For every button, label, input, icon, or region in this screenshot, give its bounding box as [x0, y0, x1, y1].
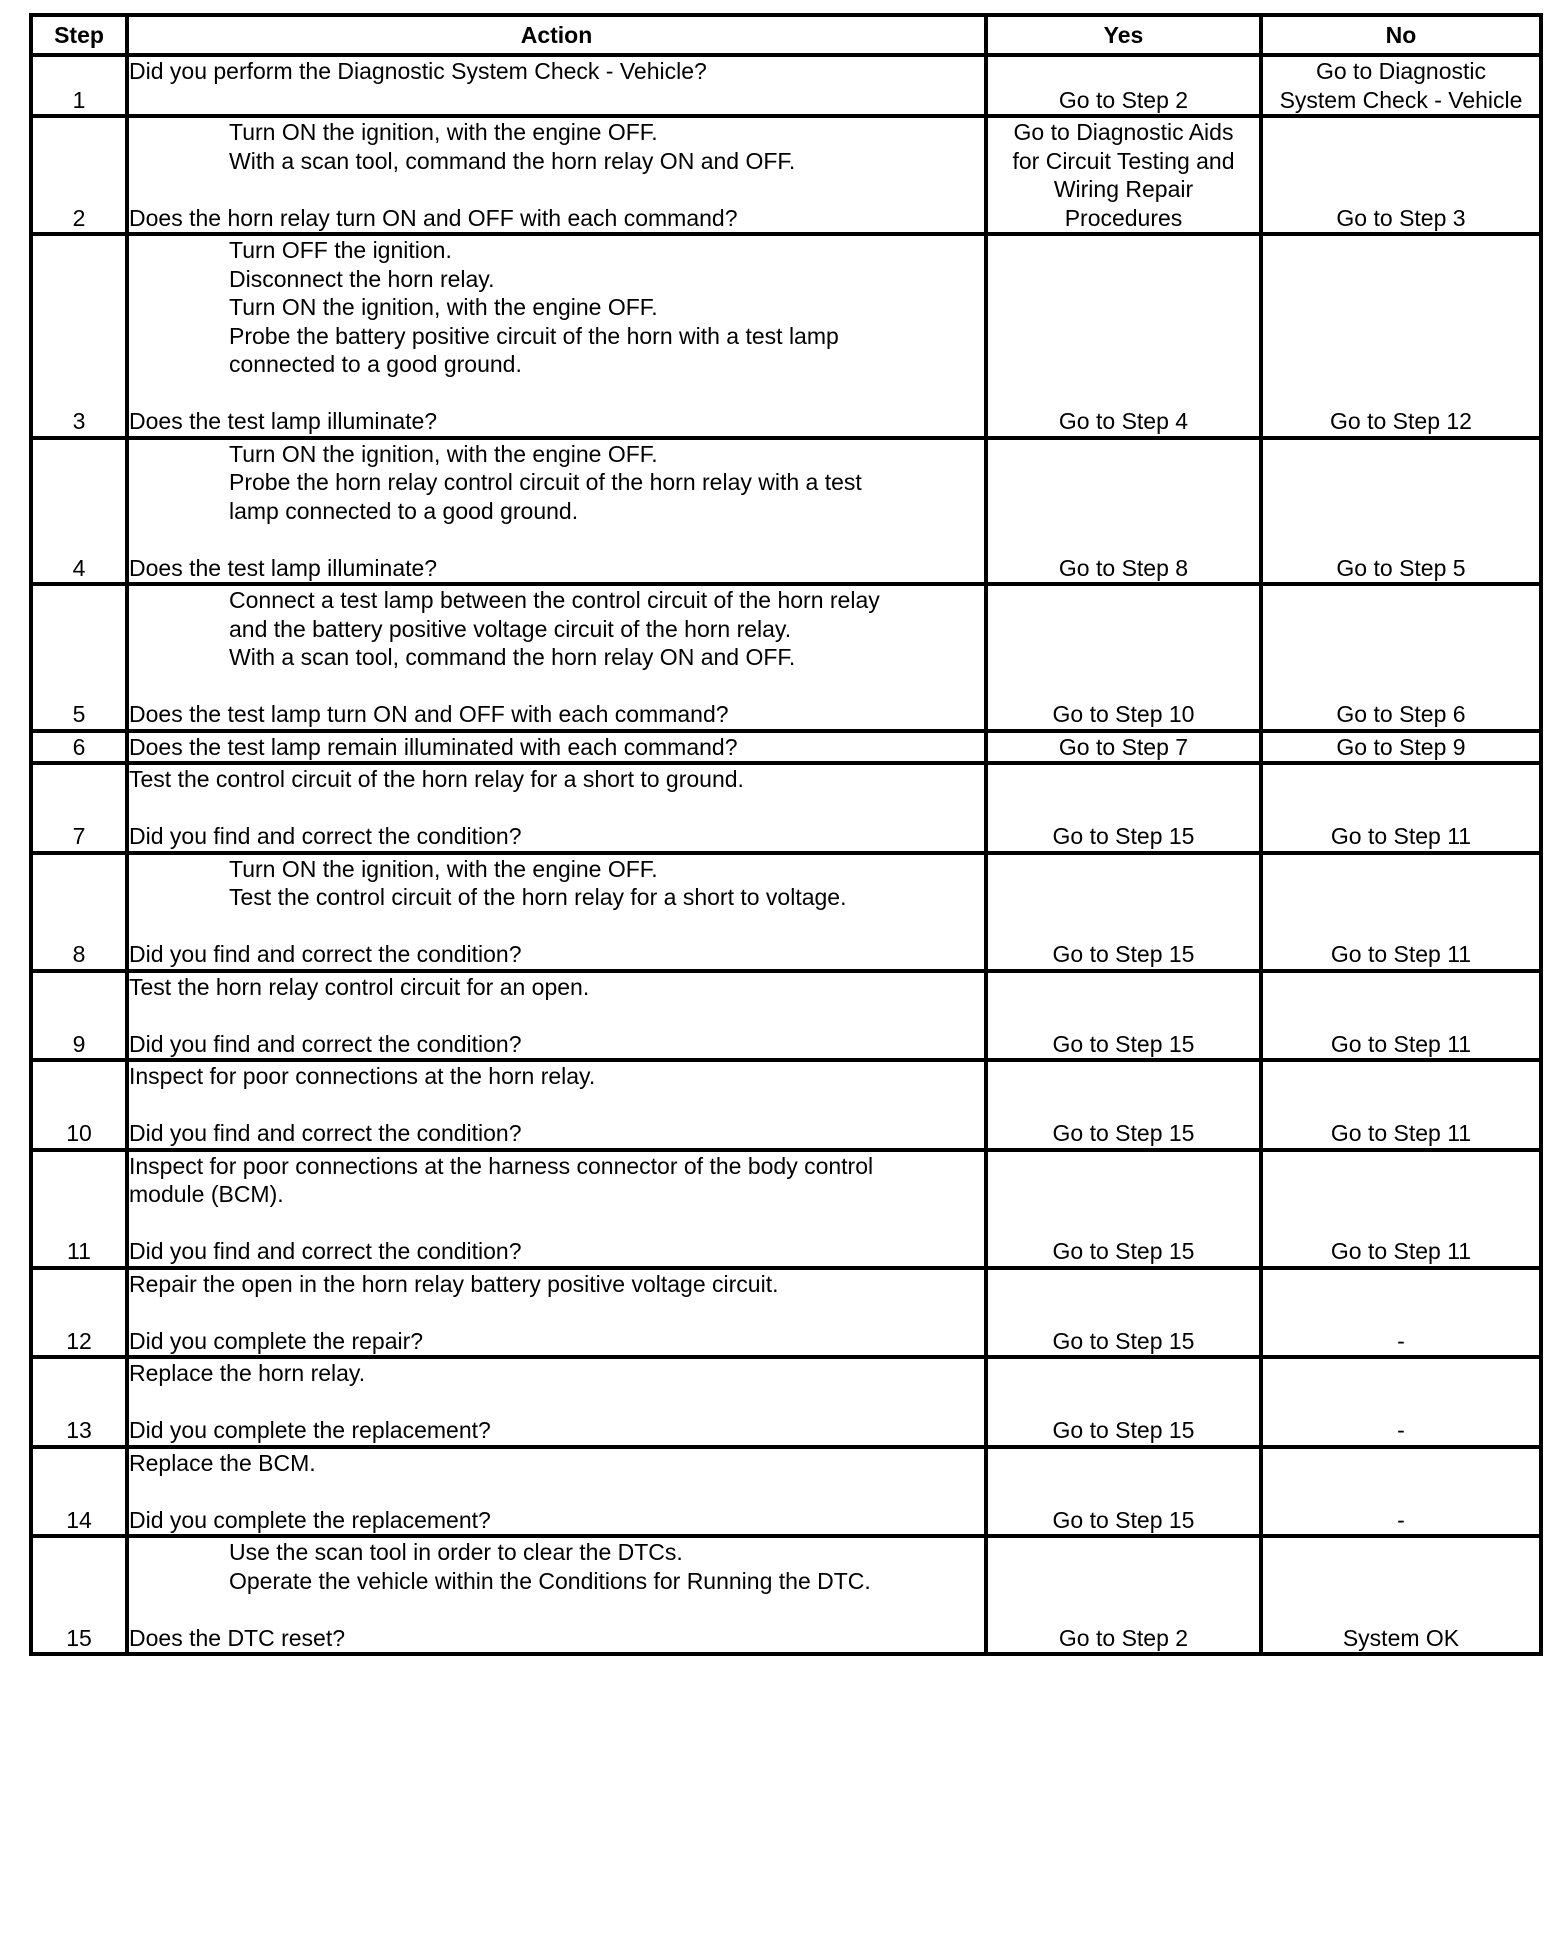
- header-yes: Yes: [986, 15, 1261, 55]
- table-row: [31, 731, 1541, 764]
- yes-line: Wiring Repair: [1053, 176, 1194, 202]
- step-number: 6: [31, 731, 127, 764]
- table-row: [31, 1150, 1541, 1268]
- step-number: 10: [31, 1060, 127, 1150]
- action-cell: [127, 971, 986, 1061]
- question-text: Did you find and correct the condition?: [129, 823, 522, 849]
- question-text: Did you complete the replacement?: [129, 1417, 491, 1443]
- no-cell: Go to Step 11: [1261, 853, 1541, 971]
- step-number: 7: [31, 763, 127, 853]
- action-cell: [127, 1060, 986, 1150]
- no-line: System Check - Vehicle: [1279, 86, 1523, 113]
- step-number: 1: [31, 55, 127, 116]
- step-number: 3: [31, 234, 127, 438]
- action-cell: [127, 116, 986, 234]
- question-text: Does the DTC reset?: [129, 1624, 346, 1651]
- table-row: [31, 853, 1541, 971]
- table-row: [31, 116, 1541, 234]
- action-substep: Connect a test lamp between the control circuit of the horn relay: [229, 587, 880, 613]
- step-number: 4: [31, 438, 127, 585]
- no-line: Go to Diagnostic: [1315, 58, 1487, 84]
- yes-cell: Go to Step 15: [986, 1268, 1261, 1358]
- yes-cell: Go to Step 7: [986, 731, 1261, 764]
- action-cell: [127, 1150, 986, 1268]
- action-intro: Test the control circuit of the horn relay for a short to ground.: [129, 766, 744, 792]
- step-number: 9: [31, 971, 127, 1061]
- question-text: Did you find and correct the condition?: [129, 941, 522, 967]
- yes-line: Go to Diagnostic Aids: [1013, 119, 1234, 145]
- action-cell: [127, 55, 986, 116]
- action-intro: Inspect for poor connections at the harness connector of the body control: [129, 1152, 874, 1179]
- yes-line: for Circuit Testing and: [1012, 147, 1235, 174]
- action-substep: Probe the horn relay control circuit of the horn relay with a test: [229, 469, 862, 495]
- question-text: Did you complete the replacement?: [129, 1506, 491, 1533]
- action-cell: [127, 1536, 986, 1654]
- yes-cell: [986, 116, 1261, 234]
- header-row: [31, 15, 1541, 55]
- table-row: [31, 234, 1541, 438]
- action-substep: Test the control circuit of the horn relay for a short to voltage.: [229, 884, 847, 910]
- yes-cell: Go to Step 15: [986, 853, 1261, 971]
- step-number: 15: [31, 1536, 127, 1654]
- header-step: Step: [31, 15, 127, 55]
- action-cell: [127, 1447, 986, 1537]
- action-cell: [127, 853, 986, 971]
- table-row: [31, 1060, 1541, 1150]
- action-cell: [127, 584, 986, 731]
- yes-cell: Go to Step 8: [986, 438, 1261, 585]
- no-cell: Go to Step 5: [1261, 438, 1541, 585]
- yes-cell: Go to Step 2: [986, 1536, 1261, 1654]
- action-cell: [127, 234, 986, 438]
- table-row: [31, 1357, 1541, 1447]
- step-number: 2: [31, 116, 127, 234]
- action-substep: With a scan tool, command the horn relay ON and OFF.: [229, 147, 796, 174]
- action-cell: [127, 731, 986, 764]
- no-cell: Go to Step 9: [1261, 731, 1541, 764]
- action-substep: Turn OFF the ignition.: [229, 237, 452, 263]
- table-row: [31, 584, 1541, 731]
- table-row: [31, 1268, 1541, 1358]
- no-cell: Go to Step 11: [1261, 1060, 1541, 1150]
- action-intro: Inspect for poor connections at the horn relay.: [129, 1063, 596, 1089]
- action-cell: [127, 1268, 986, 1358]
- table-row: [31, 438, 1541, 585]
- yes-cell: Go to Step 15: [986, 1357, 1261, 1447]
- action-intro: Replace the horn relay.: [129, 1360, 366, 1386]
- action-cell: [127, 1357, 986, 1447]
- step-number: 5: [31, 584, 127, 731]
- no-cell: -: [1261, 1447, 1541, 1537]
- no-cell: Go to Step 11: [1261, 1150, 1541, 1268]
- action-substep: connected to a good ground.: [229, 351, 522, 377]
- no-cell: Go to Step 11: [1261, 763, 1541, 853]
- table-row: [31, 1536, 1541, 1654]
- yes-cell: Go to Step 15: [986, 1060, 1261, 1150]
- action-intro: Test the horn relay control circuit for an open.: [129, 973, 590, 1000]
- action-substep: and the battery positive voltage circuit of the horn relay.: [229, 615, 792, 642]
- header-no: No: [1261, 15, 1541, 55]
- no-cell: -: [1261, 1357, 1541, 1447]
- yes-cell: Go to Step 2: [986, 55, 1261, 116]
- no-cell: [1261, 55, 1541, 116]
- action-substep: Turn ON the ignition, with the engine OFF.: [229, 294, 658, 320]
- diagnostic-table: [29, 13, 1543, 1656]
- action-substep: Use the scan tool in order to clear the DTCs.: [229, 1539, 683, 1565]
- action-substep: lamp connected to a good ground.: [229, 497, 579, 524]
- action-intro: module (BCM).: [129, 1181, 284, 1207]
- table-row: [31, 1447, 1541, 1537]
- step-number: 13: [31, 1357, 127, 1447]
- action-intro: Repair the open in the horn relay battery positive voltage circuit.: [129, 1270, 779, 1297]
- no-cell: Go to Step 6: [1261, 584, 1541, 731]
- no-cell: Go to Step 12: [1261, 234, 1541, 438]
- header-action: Action: [127, 15, 986, 55]
- action-intro: Replace the BCM.: [129, 1449, 316, 1476]
- action-substep: Disconnect the horn relay.: [229, 265, 495, 292]
- yes-cell: Go to Step 4: [986, 234, 1261, 438]
- no-cell: -: [1261, 1268, 1541, 1358]
- question-text: Did you complete the repair?: [129, 1327, 424, 1354]
- action-cell: [127, 438, 986, 585]
- table-row: [31, 971, 1541, 1061]
- question-text: Does the test lamp illuminate?: [129, 408, 438, 434]
- step-number: 14: [31, 1447, 127, 1537]
- yes-cell: Go to Step 15: [986, 763, 1261, 853]
- question-text: Did you find and correct the condition?: [129, 1030, 522, 1057]
- yes-line: Procedures: [1064, 204, 1183, 231]
- no-cell: Go to Step 3: [1261, 116, 1541, 234]
- question-text: Does the test lamp turn ON and OFF with each command?: [129, 701, 729, 727]
- action-substep: Probe the battery positive circuit of the horn with a test lamp: [229, 322, 839, 349]
- question-text: Does the horn relay turn ON and OFF with each command?: [129, 204, 738, 231]
- yes-cell: Go to Step 15: [986, 1150, 1261, 1268]
- yes-cell: Go to Step 10: [986, 584, 1261, 731]
- action-substep: Turn ON the ignition, with the engine OFF.: [229, 855, 658, 882]
- action-substep: Turn ON the ignition, with the engine OFF.: [229, 119, 658, 145]
- yes-cell: Go to Step 15: [986, 971, 1261, 1061]
- yes-cell: Go to Step 15: [986, 1447, 1261, 1537]
- no-cell: Go to Step 11: [1261, 971, 1541, 1061]
- question-text: Did you perform the Diagnostic System Check - Vehicle?: [129, 58, 707, 84]
- step-number: 8: [31, 853, 127, 971]
- action-substep: Operate the vehicle within the Conditions for Running the DTC.: [229, 1567, 871, 1594]
- no-cell: System OK: [1261, 1536, 1541, 1654]
- action-substep: Turn ON the ignition, with the engine OFF.: [229, 440, 658, 467]
- question-text: Did you find and correct the condition?: [129, 1120, 522, 1146]
- question-text: Did you find and correct the condition?: [129, 1238, 522, 1264]
- question-text: Does the test lamp remain illuminated with each command?: [129, 733, 738, 760]
- table-row: [31, 55, 1541, 116]
- step-number: 12: [31, 1268, 127, 1358]
- question-text: Does the test lamp illuminate?: [129, 554, 438, 581]
- step-number: 11: [31, 1150, 127, 1268]
- action-cell: [127, 763, 986, 853]
- table-row: [31, 763, 1541, 853]
- action-substep: With a scan tool, command the horn relay ON and OFF.: [229, 644, 796, 670]
